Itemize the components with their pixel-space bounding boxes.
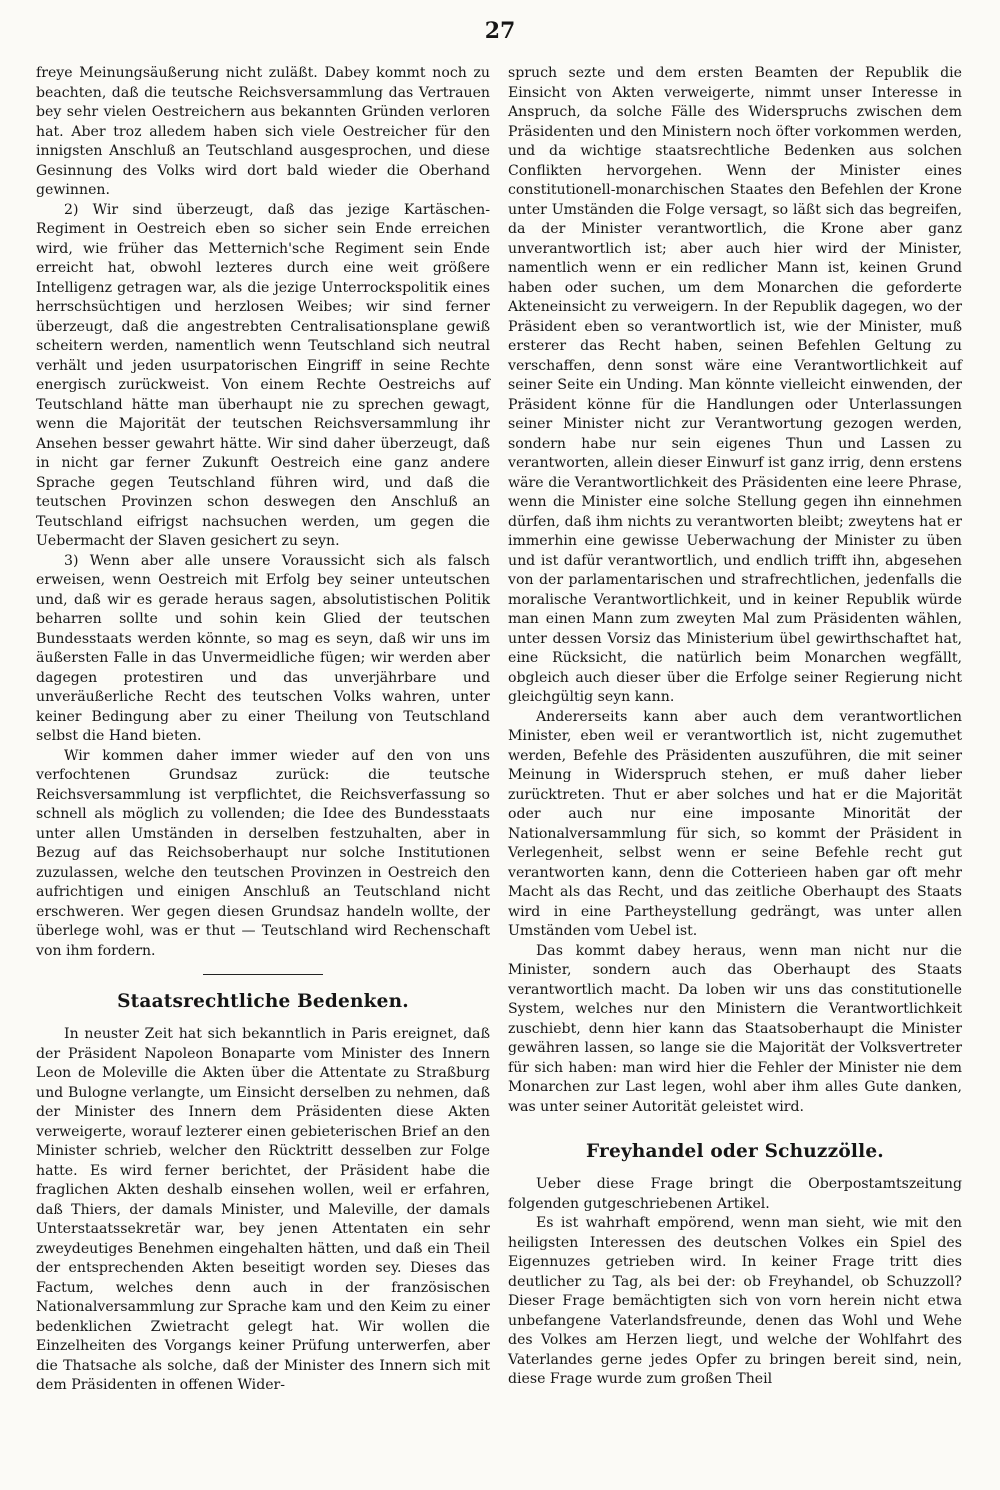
paragraph: Das kommt dabey heraus, wenn man nicht nur die Minister, sondern auch das Oberhaupt des Staats verantwortlich macht. Da loben wir uns das constitutionelle System, welches nur den Ministern die Verantwortlichkeit zuschiebt, denn hier kann das Staatsoberhaupt die Minister gewähren lassen, so lange sie die Majorität der Volksvertreter für sich haben: man wird hier die Fehler der Minister nie dem Monarchen zur Last legen, wohl aber ihm alles Gute danken, was unter seiner Autorität geleistet wird. bbox=[508, 942, 962, 1115]
paragraph: Ueber diese Frage bringt die Oberpostamtszeitung folgenden gutgeschriebenen Artikel. bbox=[508, 1176, 962, 1212]
paragraph: Andererseits kann aber auch dem verantwortlichen Minister, eben weil er verantwortlich ist, nicht zugemuthet werden, Befehle des Präsidenten auszuführen, die mit seiner Meinung in Widerspruch stehen, er muß daher lieber zurücktreten. Thut er aber solches und hat er die Majorität oder auch nur eine imposante Minorität der Nationalversammlung für sich, so kommt der Präsident in Verlegenheit, selbst wenn er seine Befehle recht gut verantworten kann, denn die Cotterieen haben gar oft mehr Macht als das Recht, und das zeitliche Oberhaupt des Staats wird in eine Partheystellung gedrängt, was unter allen Umständen vom Uebel ist. bbox=[508, 708, 962, 939]
section-divider bbox=[203, 974, 323, 975]
paragraph: In neuster Zeit hat sich bekanntlich in Paris ereignet, daß der Präsident Napoleon Bonaparte vom Minister des Innern Leon de Moleville die Akten über die Attentate zu Straßburg und Bulogne verlangte, um Einsicht derselben zu nehmen, daß der Minister des Innern dem Präsidenten diese Akten verweigerte, worauf lezterer einen gebieterischen Brief an den Minister schrieb, welcher den Rücktritt desselben zur Folge hatte. Es wird ferner berichtet, der Präsident habe die fraglichen Akten deshalb einsehen wollen, weil er erfahren, daß Thiers, der damals Minister, und Maleville, der damals Unterstaatssekretär war, bey jenen Attentaten ein sehr zweydeutiges Benehmen eingehalten hätten, und daß ein Theil der entsprechenden Akten beseitigt worden sey. Dieses das Factum, welches denn auch in der französischen Nationalversammlung zur Sprache kam und den Keim zu einer bedenklichen Zwietracht gelegt hat. Wir wollen die Einzelheiten des Vorgangs keiner Prüfung unterwerfen, aber die Thatsache als solche, daß der Minister des Innern sich mit dem Präsidenten in offenen Wider- bbox=[36, 1026, 490, 1393]
paragraph: spruch sezte und dem ersten Beamten der Republik die Einsicht von Akten verweigerte, nimmt unser Interesse in Anspruch, da solche Fälle des Widerspruchs zwischen dem Präsidenten und den Ministern noch öfter vorkommen werden, und da wichtige staatsrechtliche Bedenken aus solchen Conflikten hervorgehen. Wenn der Minister eines constitutionell-monarchischen Staates den Befehlen der Krone unter Umständen die Folge versagt, so läßt sich das begreifen, da der Minister verantwortlich, die Krone aber ganz unverantwortlich ist; aber auch hier wird der Minister, namentlich wenn er ein redlicher Mann ist, keinen Grund haben oder suchen, um dem Monarchen die geforderte Akteneinsicht zu verweigern. In der Republik dagegen, wo der Präsident eben so verantwortlich ist, wie der Minister, muß ersterer das Recht haben, seinen Befehlen Geltung zu verschaffen, denn sonst wäre eine Verantwortlichkeit auf seiner Seite ein Unding. Man könnte vielleicht einwenden, der Präsident könne für die Handlungen oder Unterlassungen seiner Minister nicht zur Verantwortung gezogen werden, sondern habe nur sein eigenes Thun und Lassen zu verantworten, allein dieser Einwurf ist ganz irrig, denn erstens wäre die Verantwortlichkeit des Präsidenten eine leere Phrase, wenn die Minister eine solche Stellung gegen ihn einnehmen dürfen, daß ihm nichts zu verantworten bleibt; zweytens hat er immerhin eine gewisse Ueberwachung der Minister zu üben und ist dafür verantwortlich, und endlich trifft ihn, abgesehen von der parlamentarischen und strafrechtlichen, jedenfalls die moralische Verantwortlichkeit, und in keiner Republik würde man einen Mann zum zweyten Mal zum Präsidenten wählen, unter dessen Vorsiz das Ministerium übel gewirthschaftet hat, eine Rücksicht, die natürlich beim Monarchen wegfällt, obgleich auch dieser über die Erfolge seiner Regierung nicht gleichgültig seyn kann. bbox=[508, 65, 962, 705]
article-heading: Staatsrechtliche Bedenken. bbox=[117, 991, 409, 1012]
right-column bbox=[508, 64, 962, 1390]
paragraph: Es ist wahrhaft empörend, wenn man sieht, wie mit den heiligsten Interessen des deutschen Volkes ein Spiel des Eigennuzes getrieben wird. In keiner Frage tritt dies deutlicher zu Tag, als bei der: ob Freyhandel, ob Schuzzoll? Dieser Frage bemächtigten sich von vorn herein nicht etwa unbefangene Vaterlandsfreunde, denen das Wohl und Wehe des Volkes am Herzen liegt, und welche der Wohlfahrt des Vaterlandes gerne jedes Opfer zu bringen bereit sind, nein, diese Frage wurde zum großen Theil bbox=[508, 1215, 962, 1387]
left-column bbox=[36, 64, 490, 1396]
article-heading: Freyhandel oder Schuzzölle. bbox=[586, 1141, 884, 1162]
paragraph: Wir kommen daher immer wieder auf den von uns verfochtenen Grundsaz zurück: die teutsche Reichsversammlung ist verpflichtet, die Reichsverfassung so schnell als möglich zu vollenden; die Idee des Bundesstaats unter allen Umständen in derselben festzuhalten, aber in Bezug auf das Reichsoberhaupt nur solche Institutionen zuzulassen, welche den teutschen Provinzen in Oestreich den aufrichtigen und einigen Anschluß an Teutschland nicht erschweren. Wer gegen diesen Grundsaz handeln wollte, der überlege wohl, was er thut — Teutschland wird Rechenschaft von ihm fordern. bbox=[36, 747, 490, 959]
paragraph: 2) Wir sind überzeugt, daß das jezige Kartäschen-Regiment in Oestreich eben so sicher sein Ende erreichen wird, wie früher das Metternich'sche Regiment sein Ende erreicht hat, obwohl lezteres durch eine weit größere Intelligenz getragen war, als die jezige Unterrockspolitik eines herrschsüchtigen und herzlosen Weibes; wir sind ferner überzeugt, daß die angestrebten Centralisationsplane gewiß scheitern werden, namentlich wenn Teutschland sich neutral verhält und jeden usurpatorischen Eingriff in seine Rechte energisch zurückweist. Von einem Rechte Oestreichs auf Teutschland hätte man überhaupt nie zu sprechen gewagt, wenn die Majorität der teutschen Reichsversammlung ihr Ansehen besser gewahrt hätte. Wir sind daher überzeugt, daß in nicht gar ferner Zukunft Oestreich eine ganz andere Sprache gegen Teutschland führen wird, und daß die teutschen Provinzen schon deswegen den Anschluß an Teutschland eifrigst nachsuchen werden, um gegen die Uebermacht der Slaven gesichert zu seyn. bbox=[36, 201, 490, 549]
page-number: 27 bbox=[484, 18, 516, 44]
paragraph: 3) Wenn aber alle unsere Voraussicht sich als falsch erweisen, wenn Oestreich mit Erfolg bey seiner unteutschen und, daß wir es gerade heraus sagen, absolutistischen Politik beharren sollte und sohin kein Glied der teutschen Bundesstaats werden könnte, so mag es seyn, daß wir uns im äußersten Falle in das Unvermeidliche fügen; wir werden aber dagegen protestiren und das unverjährbare und unveräußerliche Recht des teutschen Volks wahren, unter keiner Bedingung aber zu einer Theilung von Teutschland selbst die Hand bieten. bbox=[36, 552, 490, 744]
paragraph: freye Meinungsäußerung nicht zuläßt. Dabey kommt noch zu beachten, daß die teutsche Reichsversammlung das Vertrauen bey sehr vielen Oestreichern aus bekannten Gründen verloren hat. Aber troz alledem haben sich viele Oestreicher für den innigsten Anschluß an Teutschland ausgesprochen, und diese Gesinnung des Volks wird dort bald wieder die Oberhand gewinnen. bbox=[36, 65, 490, 198]
